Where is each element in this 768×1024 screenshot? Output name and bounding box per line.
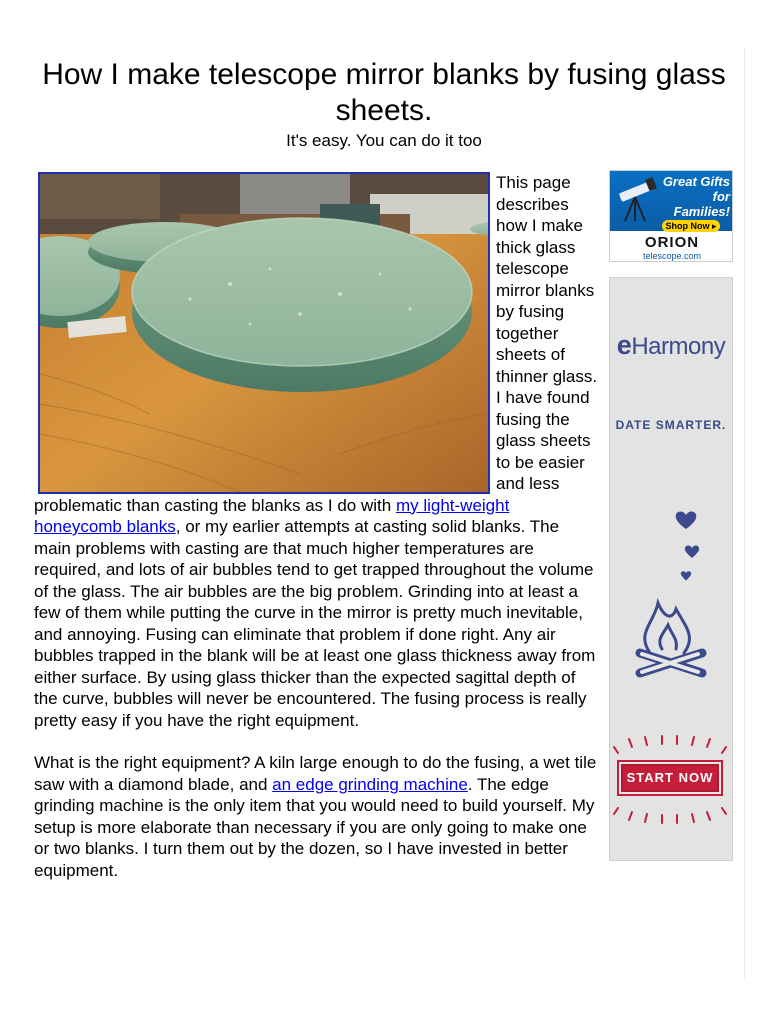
page-right-edge — [744, 48, 745, 978]
eharmony-ad[interactable] — [609, 277, 733, 861]
eharmony-logo-rest: Harmony — [631, 333, 726, 360]
equipment-paragraph — [34, 752, 600, 881]
orion-shop-now-button[interactable]: Shop Now ▸ — [662, 220, 720, 232]
edge-grinding-machine-link[interactable]: an edge grinding machine — [272, 774, 468, 794]
eharmony-logo-e: e — [616, 330, 632, 360]
intro-text-1: This page describes how I make thick glass telescope mirror blanks by fusing together sheets of thinner glass. I have found fusing the glass sheets to be easier and less problematic than casting the blanks as I do with — [34, 173, 598, 515]
sparkle-lines-bottom — [610, 802, 732, 828]
eharmony-start-now-button[interactable]: START NOW — [621, 764, 719, 792]
orion-url: telescope.com — [642, 251, 702, 261]
page-title: How I make telescope mirror blanks by fusing glass sheets. — [42, 58, 726, 127]
orion-ad-banner — [610, 171, 733, 231]
campfire-hearts-icon — [610, 503, 732, 703]
orion-telescope-ad[interactable] — [609, 170, 733, 262]
page-subtitle: It's easy. You can do it too — [286, 131, 482, 150]
eharmony-logo — [610, 330, 732, 361]
article-body — [34, 172, 600, 881]
orion-headline: Great Gifts for Families! — [662, 174, 730, 219]
orion-logo: ORION — [644, 234, 700, 251]
honeycomb-blanks-link[interactable]: my light-weight honeycomb blanks — [34, 495, 510, 536]
glass-blanks-image — [40, 174, 488, 492]
mirror-blanks-photo[interactable] — [38, 172, 490, 494]
sparkle-lines-top — [610, 733, 732, 763]
equipment-text-1: What is the right equipment? A kiln large enough to do the fusing, a wet tile saw with a diamond blade, and — [34, 753, 597, 794]
eharmony-tagline: DATE SMARTER. — [615, 418, 727, 432]
intro-text-2: , or my earlier attempts at casting solid blanks. The main problems with casting are that much higher temperatures are required, and lots of air bubbles tend to get trapped throughout the volume of the glass. The air bubbles are the big problem. Grinding into at least a few of them while putting the curve in the mirror is pretty much inevitable, and annoying. Fusing can eliminate that problem if done right. Any air bubbles trapped in the blank will be at least one glass thickness away from either surface. By using glass thicker than the expected sagittal depth of the curve, bubbles will never be encountered. The fusing process is really pretty easy if you have the right equipment. — [34, 517, 596, 730]
equipment-text-2: . The edge grinding machine is the only item that you would need to build yourself. My setup is more elaborate than necessary if you are only going to make one or two blanks. I turn them out by the dozen, so I have invested in better equipment. — [34, 774, 595, 880]
